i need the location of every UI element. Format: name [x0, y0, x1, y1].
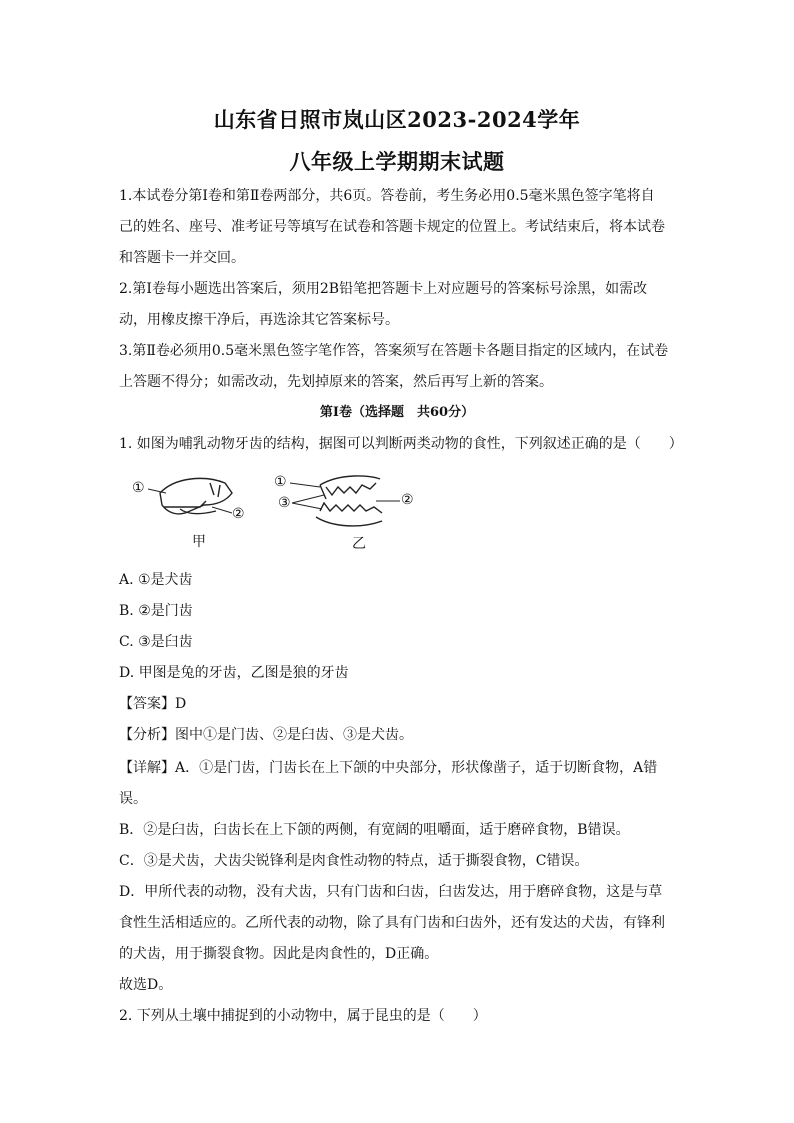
jia-mark-2: ②: [232, 506, 245, 522]
instruction-line: 上答题不得分；如需改动，先划掉原来的答案，然后再写上新的答案。: [119, 374, 553, 390]
option-c: C. ③是臼齿: [119, 634, 193, 650]
figure-label-jia: 甲: [192, 534, 206, 550]
option-d: D. 甲图是兔的牙齿，乙图是狼的牙齿: [119, 665, 349, 681]
section-title: 第Ⅰ卷（选择题 共60分）: [319, 405, 475, 420]
analysis-line: 【分析】图中①是门齿、②是臼齿、③是犬齿。: [119, 727, 413, 743]
question-2-stem: 2. 下列从土壤中捕捉到的小动物中，属于昆虫的是（ ）: [119, 1008, 487, 1024]
figure-label-yi: 乙: [352, 536, 366, 552]
instruction-line: 2.第Ⅰ卷每小题选出答案后，须用2B铅笔把答题卡上对应题号的答案标号涂黑，如需改: [119, 281, 648, 297]
exam-title: 山东省日照市岚山区2023-2024学年: [213, 107, 581, 132]
answer-line: 【答案】D: [119, 696, 187, 712]
yi-mark-3: ③: [278, 495, 291, 511]
detail-line: 的犬齿，用于撕裂食物。因此是肉食性的，D正确。: [119, 946, 439, 962]
detail-line: B．②是臼齿，臼齿长在上下颌的两侧，有宽阔的咀嚼面，适于磨碎食物，B错误。: [119, 822, 630, 838]
yi-mark-2: ②: [401, 492, 414, 508]
option-b: B. ②是门齿: [119, 603, 193, 619]
instruction-line: 动，用橡皮擦干净后，再选涂其它答案标号。: [119, 312, 399, 328]
option-a: A. ①是犬齿: [119, 572, 193, 588]
instruction-line: 3.第Ⅱ卷必须用0.5毫米黑色签字笔作答，答案须写在答题卡各题目指定的区域内，在试卷: [119, 343, 669, 359]
instruction-line: 己的姓名、座号、准考证号等填写在试卷和答题卡规定的位置上。考试结束后，将本试卷: [119, 219, 665, 235]
detail-line: C．③是犬齿，犬齿尖锐锋利是肉食性动物的特点，适于撕裂食物，C错误。: [119, 853, 589, 869]
detail-line: D．甲所代表的动物，没有犬齿，只有门齿和臼齿，臼齿发达，用于磨碎食物，这是与草: [119, 884, 663, 900]
jia-mark-1: ①: [132, 480, 145, 496]
instruction-line: 1.本试卷分第Ⅰ卷和第Ⅱ卷两部分，共6页。答卷前，考生务必用0.5毫米黑色签字笔将自: [119, 188, 655, 204]
detail-line: 【详解】A．①是门齿，门齿长在上下颌的中央部分，形状像凿子，适于切断食物，A错: [119, 760, 658, 776]
detail-line: 误。: [119, 791, 147, 807]
yi-mark-1: ①: [274, 474, 287, 490]
detail-line: 故选D。: [119, 977, 173, 993]
instruction-line: 和答题卡一并交回。: [119, 250, 245, 266]
exam-subtitle: 八年级上学期期末试题: [289, 149, 505, 174]
teeth-figure: [120, 465, 440, 555]
yi-jaws-drawing: [316, 476, 382, 526]
detail-line: 食性生活相适应的。乙所代表的动物，除了具有门齿和臼齿外，还有发达的犬齿，有锋利: [119, 915, 665, 931]
jia-skull-drawing: [160, 478, 232, 513]
question-1-stem: 1. 如图为哺乳动物牙齿的结构，据图可以判断两类动物的食性，下列叙述正确的是（ ）: [119, 436, 683, 452]
